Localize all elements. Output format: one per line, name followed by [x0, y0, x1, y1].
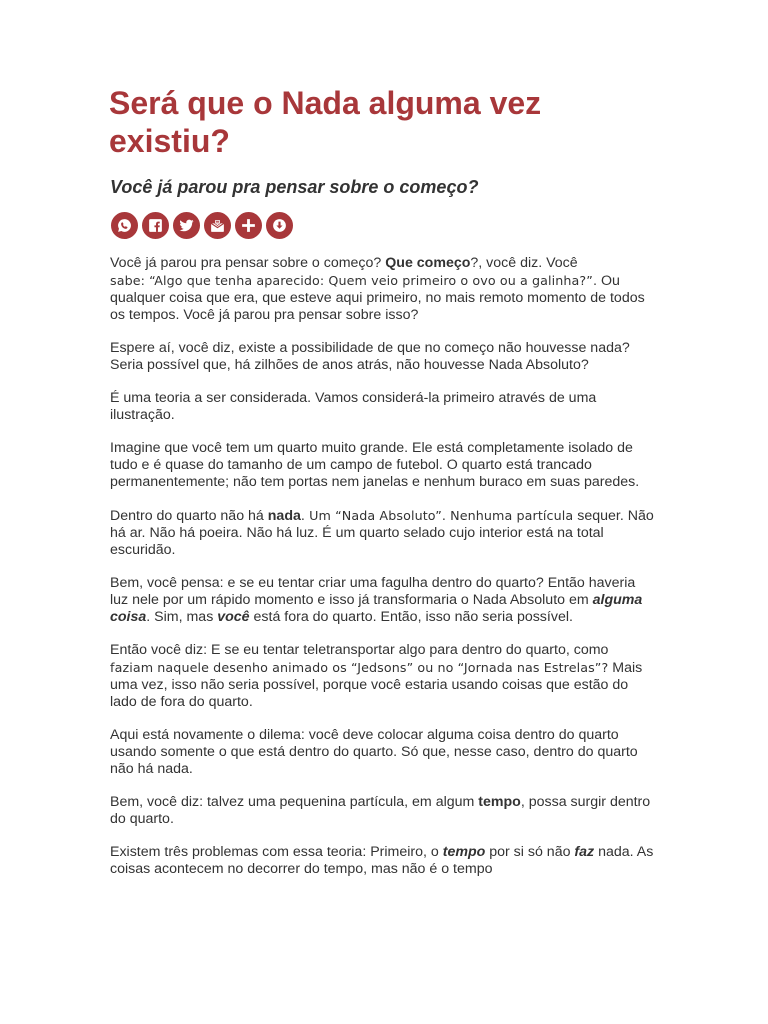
paragraph-8: Aqui está novamente o dilema: você deve colocar alguma coisa dentro do quarto usando somente o que está dentro do quarto. Só que, nesse caso, dentro do quarto não há nada. [110, 727, 638, 777]
download-button[interactable] [264, 210, 295, 241]
text-span: ?, você diz. Você [470, 255, 578, 271]
text-span: Dentro do quarto não há [110, 508, 268, 524]
text-span: sequer. Não há ar. Não há poeira. Não há luz. É um quarto selado cujo interior está na total escuridão. [110, 508, 654, 558]
text-span: por si só não [485, 844, 575, 860]
text-span: nada. As coisas acontecem no decorrer do tempo, mas não é o tempo [110, 844, 654, 877]
article-subtitle: Você já parou pra pensar sobre o começo? [110, 177, 479, 197]
text-span: faziam naquele desenho animado os “Jedsons” ou no “Jornada nas Estrelas”? [110, 660, 609, 675]
text-span: . Um “Nada Absoluto”. Nenhuma partícula [300, 508, 574, 523]
bold-italic-text: você [217, 609, 250, 625]
share-whatsapp-button[interactable] [109, 210, 140, 241]
text-span: Bem, você pensa: e se eu tentar criar uma fagulha dentro do quarto? Então haveria luz nele por um rápido momento e isso já transformaria o Nada Absoluto em [110, 575, 636, 608]
text-span: Existem três problemas com essa teoria: Primeiro, o [110, 844, 443, 860]
paragraph-3: É uma teoria a ser considerada. Vamos considerá-la primeiro através de uma ilustração. [110, 390, 597, 423]
bold-text: Que começo [385, 255, 471, 271]
text-span: está fora do quarto. Então, isso não seria possível. [249, 609, 573, 625]
text-span: Então você diz: E se eu tentar teletransportar algo para dentro do quarto, como [110, 642, 609, 658]
text-span: Você já parou pra pensar sobre o começo? [110, 255, 386, 271]
text-span: Bem, você diz: talvez uma pequenina partícula, em algum [110, 794, 479, 810]
bold-text: tempo [478, 794, 521, 810]
whatsapp-icon [116, 217, 133, 234]
share-twitter-button[interactable] [171, 210, 202, 241]
article-body [110, 255, 655, 894]
email-icon [209, 217, 226, 234]
paragraph-10 [110, 844, 655, 878]
facebook-icon [147, 217, 164, 234]
bold-italic-text: faz [574, 844, 595, 860]
text-span: Ou qualquer coisa que era, que esteve aqui primeiro, no mais remoto momento de todos os tempos. Você já parou pra pensar sobre isso? [110, 273, 645, 323]
share-email-button[interactable] [202, 210, 233, 241]
share-facebook-button[interactable] [140, 210, 171, 241]
share-buttons [109, 210, 295, 241]
text-span: , possa surgir dentro do quarto. [110, 794, 651, 827]
twitter-icon [178, 217, 195, 234]
article-title: Será que o Nada alguma vez existiu? [109, 85, 542, 159]
paragraph-1 [110, 255, 655, 324]
text-span: sabe: “Algo que tenha aparecido: Quem veio primeiro o ovo ou a galinha?”. [110, 273, 598, 288]
paragraph-5 [110, 507, 655, 559]
text-span: Mais uma vez, isso não seria possível, porque você estaria usando coisas que estão do lado de fora do quarto. [110, 660, 643, 710]
bold-text: nada [267, 508, 301, 524]
paragraph-9 [110, 794, 655, 828]
download-icon [271, 217, 288, 234]
plus-icon [240, 217, 257, 234]
bold-italic-text: alguma coisa [110, 592, 643, 625]
paragraph-2: Espere aí, você diz, existe a possibilidade de que no começo não houvesse nada? Seria possível que, há zilhões de anos atrás, não houvesse Nada Absoluto? [110, 340, 630, 373]
paragraph-6 [110, 575, 655, 626]
paragraph-4: Imagine que você tem um quarto muito grande. Ele está completamente isolado de tudo e é quase do tamanho de um campo de futebol. O quarto está trancado permanentemente; não tem portas nem janelas e nenhum buraco em suas paredes. [110, 440, 640, 490]
text-span: . Sim, mas [146, 609, 218, 625]
bold-italic-text: tempo [442, 844, 486, 860]
share-more-button[interactable] [233, 210, 264, 241]
paragraph-7 [110, 642, 655, 711]
